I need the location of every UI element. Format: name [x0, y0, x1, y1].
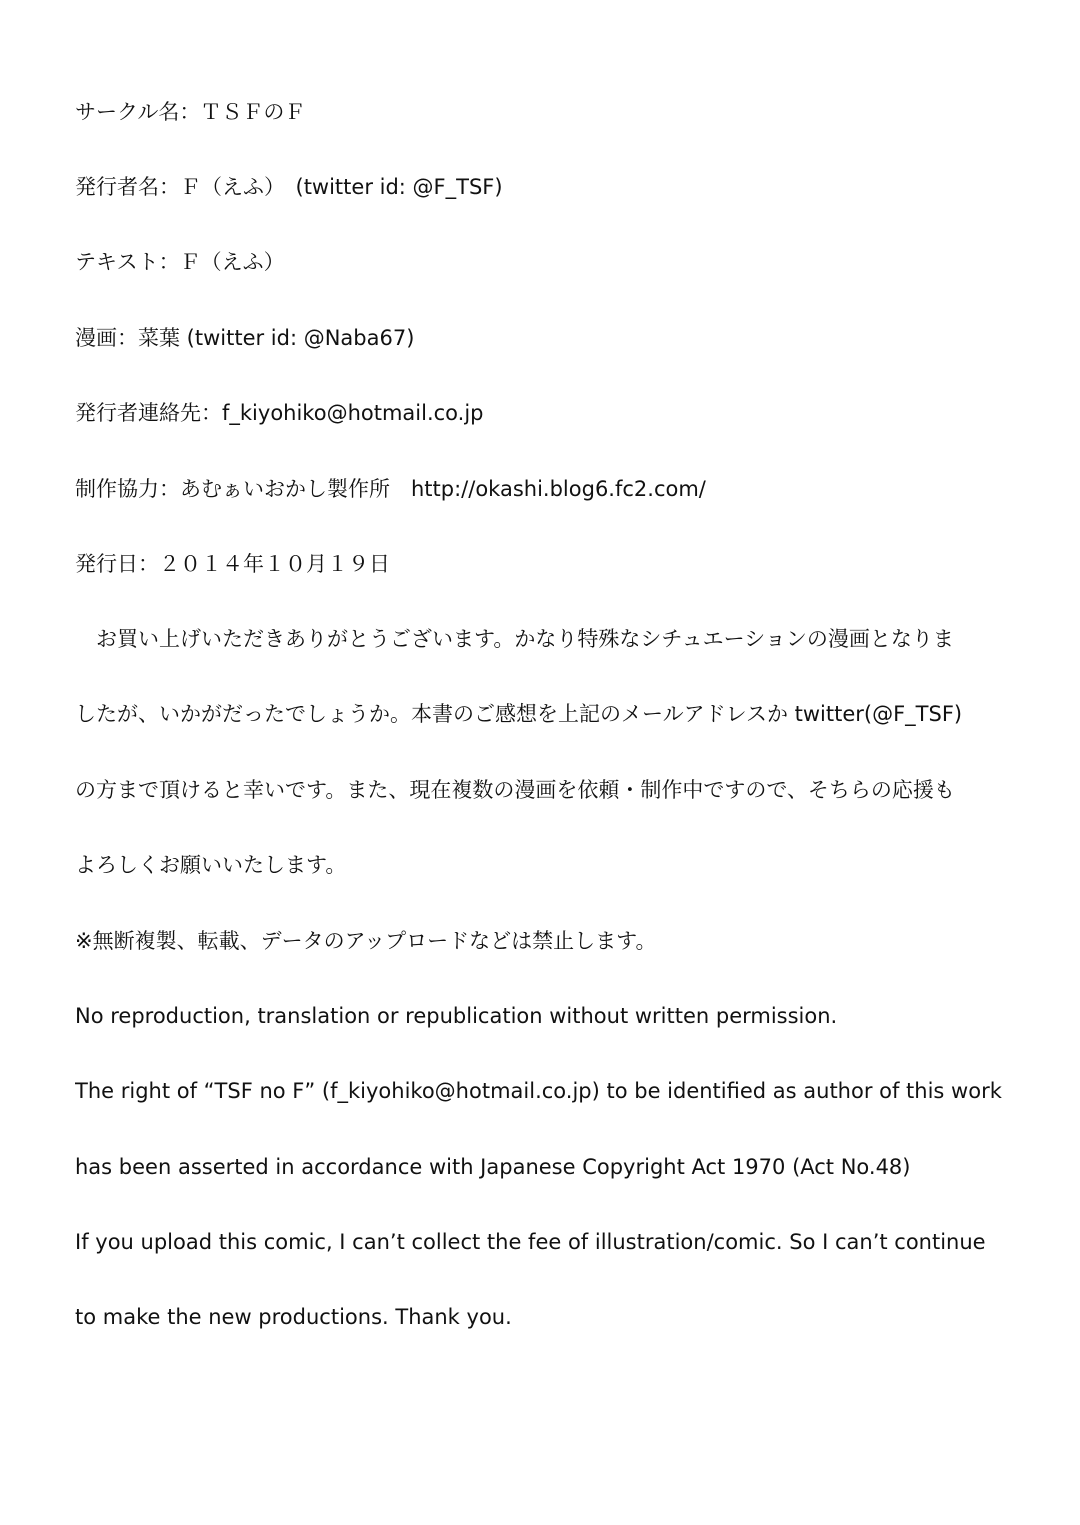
text-credit: テキスト：Ｆ（えふ） [75, 250, 285, 274]
message-line: したが、いかがだったでしょうか。本書のご感想を上記のメールアドレスか twitter(@F_TSF) [75, 702, 963, 726]
publication-date: 発行日：２０１４年１０月１９日 [75, 552, 390, 576]
copyright-notice-english: If you upload this comic, I can’t collect the fee of illustration/comic. So I can’t continue [75, 1230, 986, 1254]
publisher-name: 発行者名：Ｆ（えふ） (twitter id: @F_TSF) [75, 175, 503, 199]
copyright-notice-japanese: ※無断複製、転載、データのアップロードなどは禁止します。 [75, 929, 657, 953]
copyright-notice-english: The right of “TSF no F” (f_kiyohiko@hotmail.co.jp) to be identified as author of this work [75, 1079, 1002, 1103]
copyright-notice-english: No reproduction, translation or republication without written permission. [75, 1004, 838, 1028]
production-cooperation: 制作協力：あむぁいおかし製作所 http://okashi.blog6.fc2.com/ [75, 477, 706, 501]
message-line: よろしくお願いいたします。 [75, 853, 347, 877]
copyright-notice-english: has been asserted in accordance with Japanese Copyright Act 1970 (Act No.48) [75, 1155, 911, 1179]
copyright-notice-english: to make the new productions. Thank you. [75, 1305, 512, 1329]
manga-credit: 漫画：菜葉 (twitter id: @Naba67) [75, 326, 415, 350]
circle-name: サークル名：ＴＳＦのＦ [75, 100, 306, 124]
message-line: お買い上げいただきありがとうございます。かなり特殊なシチュエーションの漫画となりま [75, 627, 954, 651]
publisher-contact: 発行者連絡先：f_kiyohiko@hotmail.co.jp [75, 401, 484, 425]
message-line: の方まで頂けると幸いです。また、現在複数の漫画を依頼・制作中ですので、そちらの応援も [75, 778, 955, 802]
